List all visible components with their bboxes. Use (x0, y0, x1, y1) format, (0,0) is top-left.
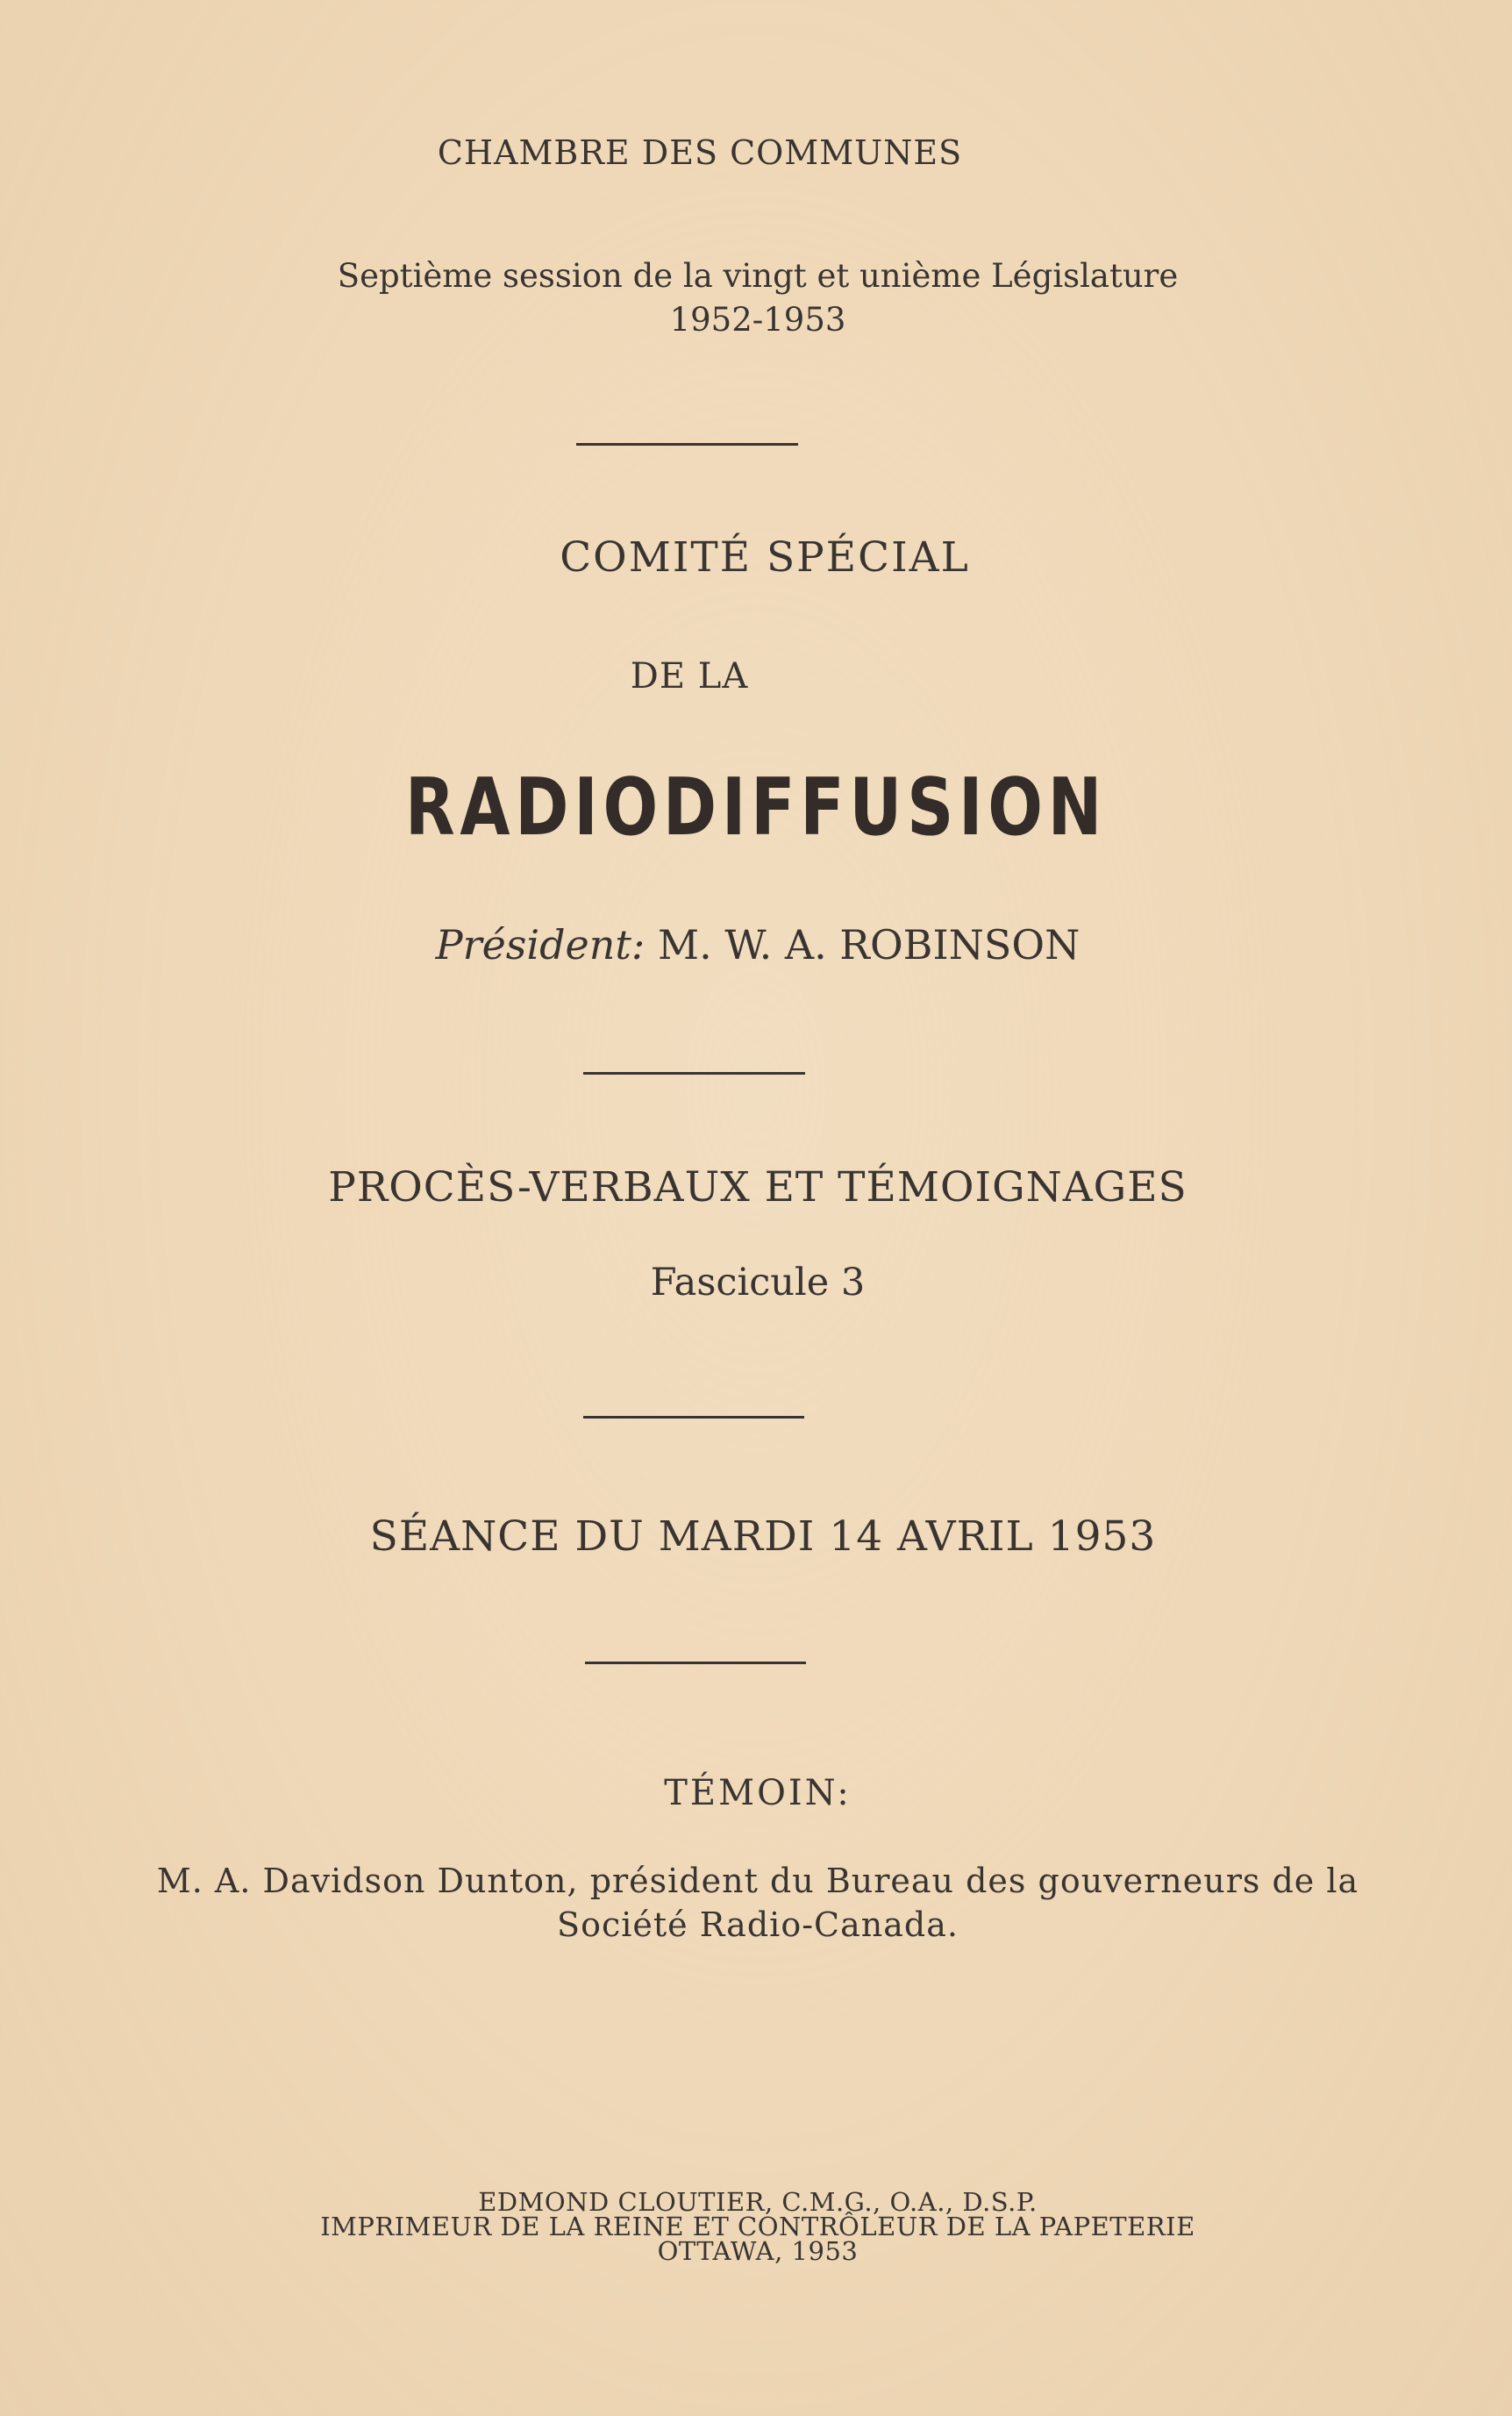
president-name: M. W. A. ROBINSON (658, 921, 1081, 969)
printer-place-year: OTTAWA, 1953 (657, 2236, 859, 2266)
committee-name: RADIODIFFUSION (404, 761, 1108, 854)
printer-name: EDMOND CLOUTIER, C.M.G., O.A., D.S.P. (478, 2187, 1038, 2217)
session-years: 1952-1953 (669, 301, 846, 339)
proceedings-title: PROCÈS-VERBAUX ET TÉMOIGNAGES (328, 1163, 1187, 1212)
printer-title: IMPRIMEUR DE LA REINE ET CONTRÔLEUR DE LA PAPETERIE (320, 2212, 1195, 2241)
divider-rule (583, 1072, 805, 1075)
session-line: Septième session de la vingt et unième Législature (337, 257, 1179, 295)
divider-rule (576, 443, 798, 446)
committee-title: COMITÉ SPÉCIAL (560, 533, 970, 582)
sitting-date: SÉANCE DU MARDI 14 AVRIL 1953 (369, 1512, 1157, 1561)
divider-rule (583, 1416, 804, 1419)
divider-rule (585, 1662, 806, 1664)
president-line (2, 921, 1512, 969)
president-label: Président: (435, 921, 645, 969)
witness-line: Société Radio-Canada. (557, 1905, 959, 1944)
house-title: CHAMBRE DES COMMUNES (437, 133, 963, 172)
witness-label: TÉMOIN: (664, 1773, 852, 1813)
issue-number: Fascicule 3 (650, 1261, 866, 1304)
witness-line: M. A. Davidson Dunton, président du Bureau des gouverneurs de la (156, 1862, 1359, 1900)
committee-title-de-la: DE LA (630, 656, 749, 697)
